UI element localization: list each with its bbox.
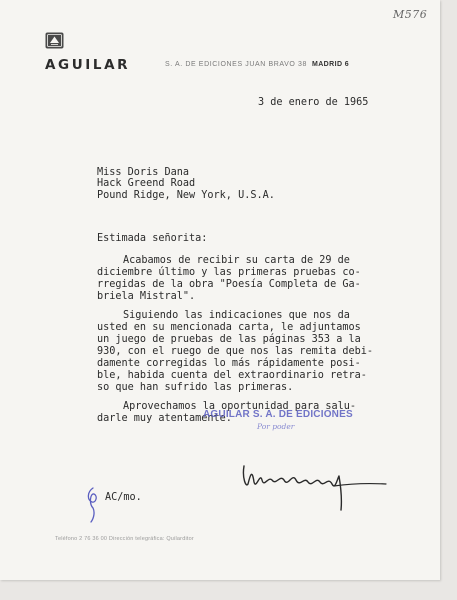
body-line: ble, habida cuenta del extraordinario retra-: [97, 370, 367, 381]
letter-date: 3 de enero de 1965: [258, 97, 369, 108]
body-line: 930, con el ruego de que nos las remita debi-: [97, 346, 374, 357]
recipient-name: Miss Doris Dana: [97, 167, 190, 178]
brand-city: MADRID 6: [312, 61, 350, 68]
body-line: so que han sufrido las primeras.: [97, 382, 294, 393]
company-stamp: AGUILAR S. A. DE EDICIONES: [203, 409, 353, 420]
publisher-emblem-icon: [45, 32, 64, 49]
handwritten-signature: [238, 458, 388, 518]
handwritten-initial-mark: [84, 484, 102, 524]
salutation: Estimada señorita:: [97, 233, 208, 244]
recipient-street: Hack Greend Road: [97, 178, 196, 189]
brand-name: AGUILAR: [45, 57, 131, 73]
brand-subtitle: S. A. DE EDICIONES JUAN BRAVO 38: [165, 61, 307, 68]
recipient-city: Pound Ridge, New York, U.S.A.: [97, 190, 275, 201]
body-line: rregidas de la obra "Poesía Completa de Ga-: [97, 279, 361, 290]
body-line: usted en su mencionada carta, le adjuntamos: [97, 322, 361, 333]
por-poder-stamp: Por poder: [257, 422, 295, 431]
body-line: damente corregidas lo más rápidamente posi-: [97, 358, 361, 369]
manuscript-number: M576: [393, 8, 428, 21]
body-line: briela Mistral".: [97, 291, 196, 302]
body-line: Siguiendo las indicaciones que nos da: [123, 310, 350, 321]
body-line: darle muy atentamente.: [97, 413, 232, 424]
letterhead-footer: Teléfono 2 76 36 00 Dirección telegráfica: Quilarditor: [55, 536, 194, 542]
body-line: Aprovechamos la oportunidad para salu-: [123, 401, 357, 412]
body-line: diciembre último y las primeras pruebas co-: [97, 267, 361, 278]
body-line: un juego de pruebas de las páginas 353 a la: [97, 334, 361, 345]
body-line: Acabamos de recibir su carta de 29 de: [123, 255, 350, 266]
typist-reference: AC/mo.: [105, 492, 142, 503]
